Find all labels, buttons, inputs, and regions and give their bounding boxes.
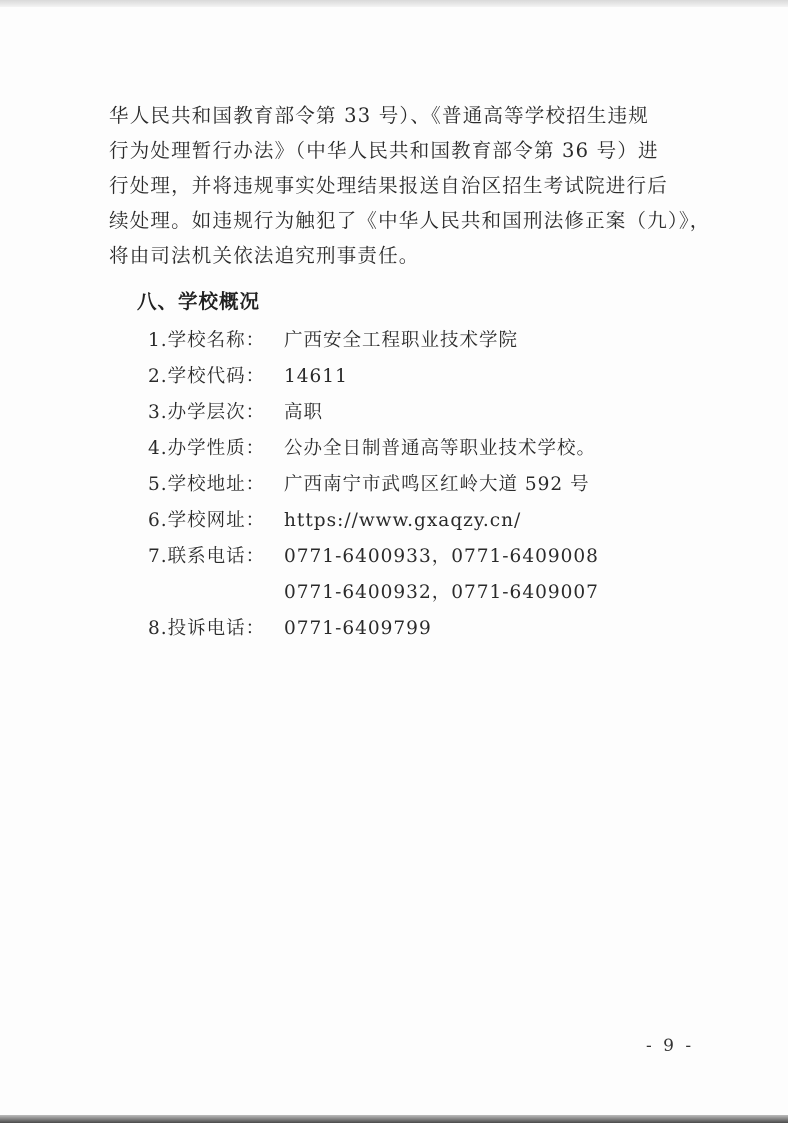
paragraph-line: 行为处理暂行办法》（中华人民共和国教育部令第 36 号）进 (109, 139, 659, 162)
info-label: 7.联系电话： (148, 546, 266, 567)
info-label: 8.投诉电话： (148, 618, 266, 639)
info-row-code (148, 359, 708, 395)
info-row-nature (148, 431, 708, 467)
info-label: 5.学校地址： (148, 474, 266, 495)
scan-bottom-edge (0, 1115, 788, 1123)
info-label: 3.办学层次： (148, 402, 266, 423)
body-paragraph (109, 98, 709, 273)
section-heading: 八、学校概况 (137, 290, 261, 313)
info-value: 0771-6400932，0771-6409007 (284, 582, 599, 603)
info-row-complaint (148, 611, 708, 647)
info-row-phone-continued (148, 575, 708, 611)
info-value: 高职 (284, 402, 324, 423)
info-label: 6.学校网址： (148, 510, 266, 531)
paragraph-line: 续处理。如违规行为触犯了《中华人民共和国刑法修正案（九）》， (109, 209, 711, 232)
info-row-phone (148, 539, 708, 575)
info-row-name (148, 323, 708, 359)
info-value: 公办全日制普通高等职业技术学校。 (284, 438, 597, 459)
paragraph-line: 将由司法机关依法追究刑事责任。 (109, 244, 420, 267)
info-value: 广西安全工程职业技术学院 (284, 330, 519, 351)
info-value: 0771-6409799 (284, 618, 432, 639)
info-row-address (148, 467, 708, 503)
info-value: 14611 (284, 366, 348, 387)
scan-top-edge (0, 0, 788, 7)
info-label: 1.学校名称： (148, 330, 266, 351)
info-row-level (148, 395, 708, 431)
paragraph-line: 行处理，并将违规事实处理结果报送自治区招生考试院进行后 (109, 174, 668, 197)
info-label: 4.办学性质： (148, 438, 266, 459)
page-number: - 9 - (646, 1036, 695, 1056)
paragraph-line: 华人民共和国教育部令第 33 号）、《普通高等学校招生违规 (109, 104, 650, 127)
info-label: 2.学校代码： (148, 366, 266, 387)
info-row-website (148, 503, 708, 539)
school-info-list (148, 323, 708, 647)
info-value: 0771-6400933，0771-6409008 (284, 546, 599, 567)
info-value: 广西南宁市武鸣区红岭大道 592 号 (284, 474, 590, 495)
info-value: https://www.gxaqzy.cn/ (284, 510, 522, 531)
